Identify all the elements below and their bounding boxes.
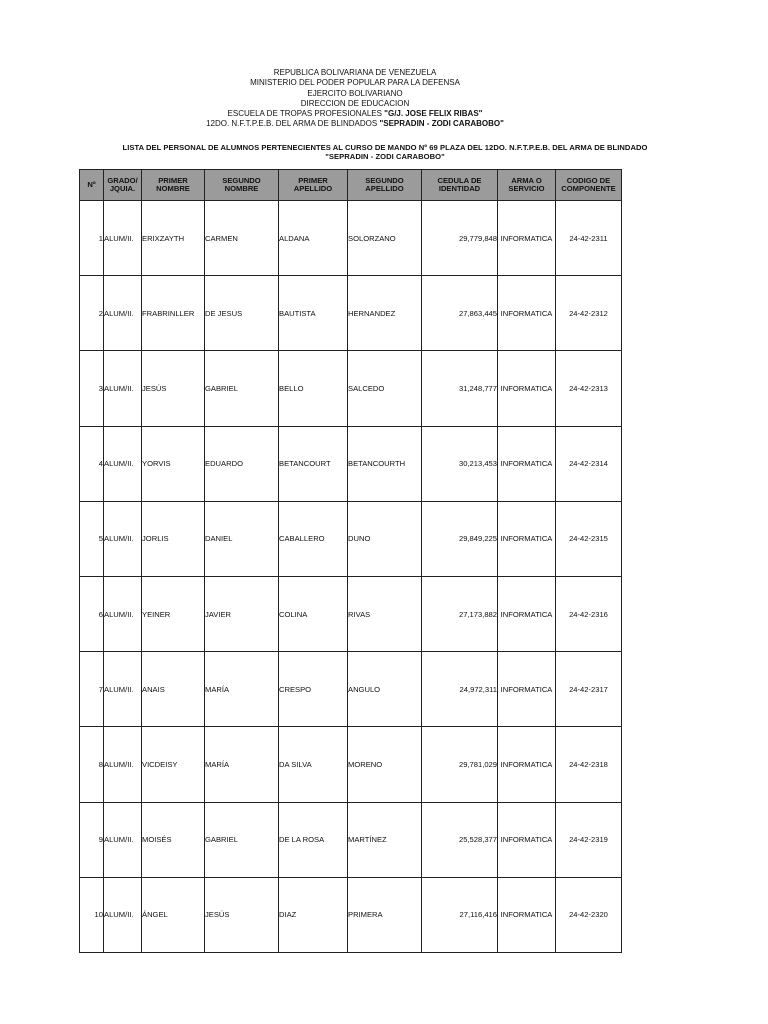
cell-primer-apellido: CRESPO	[279, 652, 348, 727]
col-header-codigo: CODIGO DE COMPONENTE	[556, 170, 622, 201]
cell-grado: ALUM/II.	[104, 576, 142, 651]
cell-codigo: 24-42-2320	[556, 877, 622, 952]
header-school-name: "G/J. JOSE FELIX RIBAS"	[384, 109, 483, 119]
cell-primer-apellido: COLINA	[279, 576, 348, 651]
cell-cedula: 29,849,225	[422, 501, 498, 576]
header-direction: DIRECCION DE EDUCACION	[300, 98, 410, 108]
list-title-line2: "SEPRADIN - ZODI CARABOBO"	[325, 152, 445, 161]
cell-segundo-nombre: GABRIEL	[205, 351, 279, 426]
col-header-num: Nº	[80, 170, 104, 201]
col-header-grado: GRADO/ JQUIA.	[104, 170, 142, 201]
cell-segundo-nombre: MARÍA	[205, 652, 279, 727]
cell-primer-nombre: ANAIS	[142, 652, 205, 727]
cell-segundo-apellido: MARTÍNEZ	[348, 802, 422, 877]
cell-segundo-apellido: RIVAS	[348, 576, 422, 651]
cell-cedula: 27,863,445	[422, 276, 498, 351]
table-header-row	[80, 170, 622, 201]
cell-arma: INFORMATICA	[498, 576, 556, 651]
list-title	[70, 143, 700, 161]
cell-arma: INFORMATICA	[498, 501, 556, 576]
cell-primer-nombre: MOISÉS	[142, 802, 205, 877]
cell-arma: INFORMATICA	[498, 426, 556, 501]
cell-codigo: 24-42-2317	[556, 652, 622, 727]
cell-primer-nombre: ERIXZAYTH	[142, 201, 205, 276]
col-header-primer-apellido: PRIMER APELLIDO	[279, 170, 348, 201]
cell-segundo-nombre: JESÚS	[205, 877, 279, 952]
cell-primer-apellido: BETANCOURT	[279, 426, 348, 501]
cell-segundo-nombre: JAVIER	[205, 576, 279, 651]
cell-segundo-apellido: SALCEDO	[348, 351, 422, 426]
cell-num: 10	[80, 877, 104, 952]
table-row	[80, 802, 622, 877]
cell-segundo-apellido: SOLORZANO	[348, 201, 422, 276]
cell-primer-apellido: DE LA ROSA	[279, 802, 348, 877]
cell-primer-apellido: ALDANA	[279, 201, 348, 276]
cell-primer-apellido: DIAZ	[279, 877, 348, 952]
document-header	[0, 68, 710, 130]
cell-num: 5	[80, 501, 104, 576]
cell-primer-apellido: BAUTISTA	[279, 276, 348, 351]
cell-arma: INFORMATICA	[498, 201, 556, 276]
col-header-cedula: CEDULA DE IDENTIDAD	[422, 170, 498, 201]
table-row	[80, 501, 622, 576]
cell-segundo-apellido: MORENO	[348, 727, 422, 802]
cell-cedula: 29,779,848	[422, 201, 498, 276]
cell-primer-apellido: CABALLERO	[279, 501, 348, 576]
cell-primer-nombre: FRABRINLLER	[142, 276, 205, 351]
cell-segundo-nombre: GABRIEL	[205, 802, 279, 877]
header-army: EJERCITO BOLIVARIANO	[307, 88, 403, 98]
cell-grado: ALUM/II.	[104, 501, 142, 576]
cell-primer-nombre: VICDEISY	[142, 727, 205, 802]
table-row	[80, 576, 622, 651]
cell-arma: INFORMATICA	[498, 727, 556, 802]
cell-cedula: 24,972,311	[422, 652, 498, 727]
cell-primer-nombre: ÁNGEL	[142, 877, 205, 952]
list-title-line1: LISTA DEL PERSONAL DE ALUMNOS PERTENECIENTES AL CURSO DE MANDO Nº 69 PLAZA DEL 12DO. N.F.T.P.E.B. DEL ARMA DE BLINDADO	[122, 143, 648, 152]
header-school	[0, 109, 710, 119]
header-school-prefix: ESCUELA DE TROPAS PROFESIONALES	[227, 109, 385, 119]
cell-codigo: 24-42-2316	[556, 576, 622, 651]
cell-num: 4	[80, 426, 104, 501]
cell-primer-nombre: YEINER	[142, 576, 205, 651]
cell-primer-apellido: BELLO	[279, 351, 348, 426]
cell-segundo-apellido: HERNANDEZ	[348, 276, 422, 351]
cell-num: 8	[80, 727, 104, 802]
cell-num: 9	[80, 802, 104, 877]
cell-segundo-apellido: DUNO	[348, 501, 422, 576]
cell-arma: INFORMATICA	[498, 877, 556, 952]
cell-cedula: 31,248,777	[422, 351, 498, 426]
table-row	[80, 351, 622, 426]
cell-segundo-nombre: DANIEL	[205, 501, 279, 576]
table-row	[80, 727, 622, 802]
cell-grado: ALUM/II.	[104, 351, 142, 426]
cell-num: 6	[80, 576, 104, 651]
cell-cedula: 27,116,416	[422, 877, 498, 952]
cell-codigo: 24-42-2314	[556, 426, 622, 501]
cell-grado: ALUM/II.	[104, 802, 142, 877]
cell-primer-nombre: YORVIS	[142, 426, 205, 501]
col-header-arma: ARMA O SERVICIO	[498, 170, 556, 201]
table-row	[80, 877, 622, 952]
cell-grado: ALUM/II.	[104, 426, 142, 501]
cell-arma: INFORMATICA	[498, 351, 556, 426]
table-body	[80, 201, 622, 953]
header-unit-prefix: 12DO. N.F.T.P.E.B. DEL ARMA DE BLINDADOS	[206, 119, 380, 129]
table-row	[80, 426, 622, 501]
table-row	[80, 652, 622, 727]
cell-grado: ALUM/II.	[104, 877, 142, 952]
cell-num: 7	[80, 652, 104, 727]
header-ministry: MINISTERIO DEL PODER POPULAR PARA LA DEFENSA	[250, 78, 460, 88]
cell-arma: INFORMATICA	[498, 276, 556, 351]
cell-codigo: 24-42-2315	[556, 501, 622, 576]
cell-num: 2	[80, 276, 104, 351]
cell-grado: ALUM/II.	[104, 727, 142, 802]
cell-segundo-nombre: EDUARDO	[205, 426, 279, 501]
cell-codigo: 24-42-2313	[556, 351, 622, 426]
table-row	[80, 201, 622, 276]
cell-segundo-nombre: MARÍA	[205, 727, 279, 802]
header-unit-name: "SEPRADIN - ZODI CARABOBO"	[379, 119, 504, 129]
cell-primer-nombre: JESÚS	[142, 351, 205, 426]
header-unit	[0, 119, 710, 129]
personnel-table	[79, 169, 622, 953]
cell-segundo-apellido: ANGULO	[348, 652, 422, 727]
cell-cedula: 27,173,882	[422, 576, 498, 651]
col-header-primer-nombre: PRIMER NOMBRE	[142, 170, 205, 201]
cell-grado: ALUM/II.	[104, 201, 142, 276]
cell-arma: INFORMATICA	[498, 652, 556, 727]
cell-grado: ALUM/II.	[104, 276, 142, 351]
cell-segundo-nombre: CARMEN	[205, 201, 279, 276]
cell-primer-apellido: DA SILVA	[279, 727, 348, 802]
cell-segundo-nombre: DE JESUS	[205, 276, 279, 351]
cell-cedula: 29,781,029	[422, 727, 498, 802]
cell-codigo: 24-42-2319	[556, 802, 622, 877]
cell-codigo: 24-42-2312	[556, 276, 622, 351]
cell-arma: INFORMATICA	[498, 802, 556, 877]
cell-num: 3	[80, 351, 104, 426]
cell-segundo-apellido: PRIMERA	[348, 877, 422, 952]
cell-grado: ALUM/II.	[104, 652, 142, 727]
cell-num: 1	[80, 201, 104, 276]
col-header-segundo-nombre: SEGUNDO NOMBRE	[205, 170, 279, 201]
cell-codigo: 24-42-2311	[556, 201, 622, 276]
cell-cedula: 30,213,453	[422, 426, 498, 501]
cell-primer-nombre: JORLIS	[142, 501, 205, 576]
cell-cedula: 25,528,377	[422, 802, 498, 877]
cell-codigo: 24-42-2318	[556, 727, 622, 802]
col-header-segundo-apellido: SEGUNDO APELLIDO	[348, 170, 422, 201]
table-row	[80, 276, 622, 351]
header-republic: REPUBLICA BOLIVARIANA DE VENEZUELA	[273, 68, 437, 77]
cell-segundo-apellido: BETANCOURTH	[348, 426, 422, 501]
